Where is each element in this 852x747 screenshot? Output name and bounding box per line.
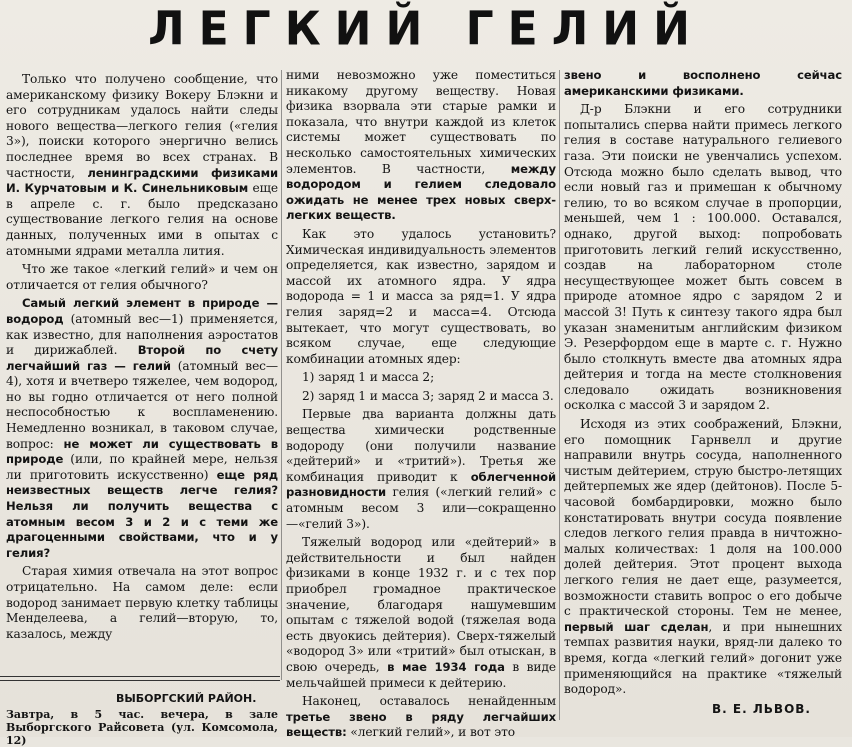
list-item: 1) заряд 1 и масса 2;: [302, 370, 435, 385]
article-column-2: [286, 68, 556, 744]
paragraph: Д-р Блэкни и его сотрудники попытались сперва найти примесь легкого гелия в составе натурального гелиевого газа. Эти поиски не увенчались успехом. Отсюда можно было сделать вывод, что если новый газ и примешан к обычному гелию, то во всяком случае в пропорции, меньшей, чем 1 : 100.000. Оставался, однако, другой выход: попробовать приготовить легкий гелий искусственно, создав на лабораторном столе несуществующее может быть совсем в природе атомное ядро с зарядом 2 и массой 3! Путь к синтезу такого ядра был указан знаменитым английским физиком Э. Резерфордом еще в марте с. г. Нужно было столкнуть вместе два атомных ядра дейтерия и тогда на месте столкновения следовало ожидать возникновения осколка с массой 3 и зарядом 2.: [564, 102, 842, 413]
article-column-1: [6, 72, 278, 645]
paragraph: Тяжелый водород или «дейтерий» в действительности и был найден физиками в конце 1932 г. и с тех пор приобрел громадное практическое значение, благодаря нашумевшим опытам с тяжелой водой (тяжелая вода есть двуокись дейтерия). Сверх-тяжелый «водород 3» или «тритий» был отыскан, в свою очередь, в мае 1934 года в виде мельчайшей примеси к дейтерию.: [286, 535, 556, 690]
article-column-3: [564, 68, 842, 701]
paragraph: Как это удалось установить? Химическая индивидуальность элементов определяется, как известно, зарядом и массой их атомного ядра. У ядра водорода = 1 и масса за ряд=1. У ядра гелия заряд=2 и масса=4. Отсюда вытекает, что могут существовать, во всяком случае, еще следующие комбинации атомных ядер:: [286, 226, 556, 366]
list-item: 2) заряд 1 и масса 3; заряд 2 и масса 3.: [302, 388, 554, 403]
paragraph: Старая химия отвечала на этот вопрос отрицательно. На самом деле: если водород занимает первую клетку таблицы Менделеева, а гелий—вторую, то, казалось, между: [6, 564, 278, 641]
article-author: В. Е. ЛЬВОВ.: [712, 702, 811, 716]
notice-heading: ВЫБОРГСКИЙ РАЙОН.: [116, 692, 257, 705]
paragraph: Только что получено сообщение, что американскому физику Вокеру Блэкни и его сотрудникам удалось найти следы нового вещества—легкого гелия («гелия 3»), поиски которого энергично велись последнее время во всех странах. В частности, ленинградскими физиками И. Курчатовым и К. Синельниковым еще в апреле с. г. было предсказано существование легкого гелия на основе данных, полученных ими в опытах с атомными ядрами металла лития.: [6, 72, 279, 258]
column-divider: [281, 70, 282, 680]
paragraph: Самый легкий элемент в природе — водород (атомный вес—1) применяется, как известно, для наполнения аэростатов и дирижаблей. Второй по счету легчайший газ — гелий (атомный вес—4), хотя и вчетверо тяжелее, чем водород, но вы годно отличается от него полной неспособностью к воспламенению. Немедленно возникал, в таковом случае, вопрос: не может ли существовать в природе (или, по крайней мере, нельзя ли приготовить искусственно) еще ряд неизвестных веществ легче гелия? Нельзя ли получить вещества с атомным весом 3 и 2 и с теми же драгоценными свойствами, что и у гелия?: [6, 296, 278, 560]
paragraph: звено и восполнено сейчас американскими физиками.: [564, 68, 842, 98]
paragraph: Первые два варианта должны дать вещества химически родственные водороду (они получили название «дейтерий» и «тритий»). Третья же комбинация приводит к облегченной разновидности гелия («легкий гелий» с атомным весом 3 или—сокращенно—«гелий 3»).: [286, 407, 556, 531]
column-divider: [559, 70, 560, 720]
paragraph: ними невозможно уже поместиться никакому другому веществу. Новая физика взорвала эти старые рамки и показала, что внутри каждой из клеток системы может существовать по несколько самостоятельных химических элементов. В частности, между водородом и гелием следовало ожидать не менее трех новых сверх-легких веществ.: [286, 68, 556, 223]
paragraph: Наконец, оставалось ненайденным третье звено в ряду легчайших веществ: «легкий гелий», и вот это: [286, 694, 556, 740]
notice-text: Завтра, в 5 час. вечера, в зале Выборгского Райсовета (ул. Комсомола, 12): [6, 708, 278, 747]
article-title: ЛЕГКИЙ ГЕЛИЙ: [148, 2, 704, 57]
section-rule: [0, 676, 280, 681]
paragraph: Что же такое «легкий гелий» и чем он отличается от гелия обычного?: [6, 262, 278, 292]
paragraph: Исходя из этих соображений, Блэкни, его помощник Гарнвелл и другие направили внутрь сосуда, наполненного чистым дейтерием, струю быстро-летящих дейтерпемых же ядер (дейтонов). После 5-часовой бомбардировки, можно было констатировать внутри сосуда появление следов легкого гелия правда в ничтожно-малых количествах: 1 доля на 100.000 долей дейтерия. Этот процент выхода легкого гелия не дает еще, разумеется, возможности ставить вопрос о его добыче с практической стороны. Тем не менее, первый шаг сделан, и при нынешних темпах развития науки, вряд-ли далеко то время, когда «легкий гелий» догонит уже применяющийся на практике «тяжелый водород».: [564, 417, 842, 697]
